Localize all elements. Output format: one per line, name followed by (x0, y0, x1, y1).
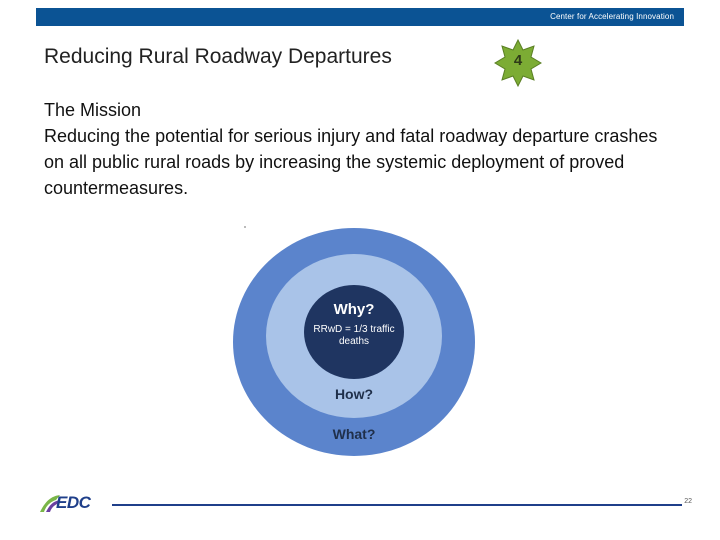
why-subtitle: RRwD = 1/3 traffic deaths (313, 324, 395, 347)
footer-rule (112, 504, 682, 506)
badge-number: 4 (513, 52, 523, 69)
star-badge (494, 39, 542, 87)
what-label: What? (332, 426, 376, 442)
org-name: Center for Accelerating Innovation (550, 12, 674, 21)
header-bar (36, 8, 684, 26)
mission-text: Reducing the potential for serious injury and fatal roadway departure crashes on all public rural roads by increasing the systemic deployment of proved countermeasures. (44, 126, 658, 198)
page-number: 22 (684, 498, 692, 505)
edc-logo-text: EDC (56, 493, 91, 512)
mission-heading: The Mission (44, 100, 142, 120)
mission-block (44, 97, 664, 201)
why-label: Why? (333, 301, 375, 318)
slide-title: Reducing Rural Roadway Departures (44, 45, 392, 68)
how-label: How? (334, 386, 374, 402)
